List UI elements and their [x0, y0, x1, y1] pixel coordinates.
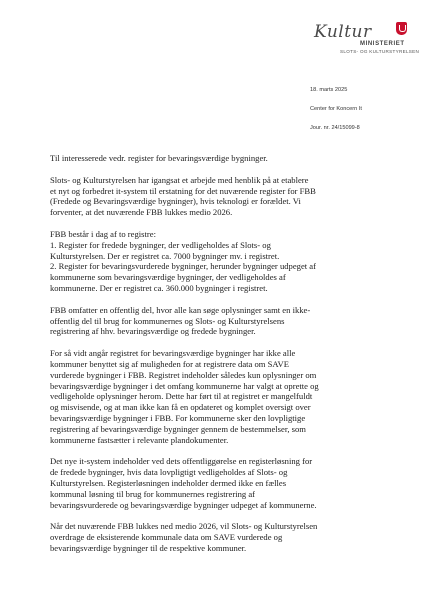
text-line: de fredede bygninger, hvis data lovpligtigt vedligeholdes af Slots- og [50, 467, 288, 478]
text-line: Slots- og Kulturstyrelsen har igangsat et arbejde med henblik på at etablere [50, 174, 309, 185]
text-line: kommunerne. Der er registret ca. 360.000 bygninger i registret. [50, 282, 268, 293]
text-line: overdrage de eksisterende kommunale data om SAVE vurderede og [50, 532, 283, 543]
paragraph-1 [50, 175, 370, 218]
text-line: FBB består i dag af to registre: [50, 228, 156, 239]
letter-date: 18. marts 2025 [310, 87, 348, 93]
logo-wordmark: Kultur [314, 22, 372, 42]
logo-agency-text: SLOTS- OG KULTURSTYRELSEN [340, 49, 420, 54]
logo-ministry-text: MINISTERIET [360, 41, 405, 47]
text-line: bevaringsværdige bygninger i FBB. For kommunerne sker den lovpligtige [50, 412, 306, 423]
text-line: 2. Register for bevaringsvurderede bygninger, herunder bygninger udpeget af [50, 261, 316, 272]
text-line: registrering af hhv. bevaringsværdige og fredede bygninger. [50, 326, 256, 337]
text-line: forventer, at det nuværende FBB lukkes medio 2026. [50, 207, 233, 218]
text-line: For så vidt angår registret for bevaringsværdige bygninger har ikke alle [50, 348, 296, 359]
text-line: bevaringsværdige bygninger til de respektive kommuner. [50, 542, 247, 553]
journal-number: Jour. nr. 24/15099-8 [310, 125, 360, 131]
text-line: Når det nuværende FBB lukkes ned medio 2026, vil Slots- og Kulturstyrelsen [50, 521, 318, 532]
paragraph-3 [50, 305, 370, 337]
text-line: 1. Register for fredede bygninger, der vedligeholdes af Slots- og [50, 239, 271, 250]
text-line: og misvisende, og at man ikke kan få en opdateret og komplet oversigt over [50, 402, 311, 413]
text-line: Det nye it-system indeholder ved dets offentliggørelse en registerløsning for [50, 456, 313, 467]
text-line: Kulturstyrelsen. Der er registret ca. 7000 bygninger mv. i registret. [50, 250, 280, 261]
crown-crest-icon [396, 22, 407, 35]
text-line: Til interesserede vedr. register for bevaringsværdige bygninger. [50, 153, 268, 163]
text-line: vedligeholde oplysninger herom. Dette har ført til at registret er mangelfuldt [50, 391, 313, 402]
text-line: kommunal løsning til brug for kommunernes registrering af [50, 488, 256, 499]
letter-meta [310, 86, 362, 143]
text-line: bevaringsvurderede og bevaringsværdige bygninger udpeget af kommunerne. [50, 499, 317, 510]
text-line: kommuner benyttet sig af muligheden for at registrere data om SAVE [50, 358, 289, 369]
text-line: FBB omfatter en offentlig del, hvor alle kan søge oplysninger samt en ikke- [50, 304, 311, 315]
paragraph-6 [50, 521, 370, 553]
ministry-logo [314, 22, 420, 56]
text-line: vurderede bygninger i FBB. Registret indeholder således kun oplysninger om [50, 369, 317, 380]
letter-body [50, 153, 370, 565]
paragraph-4 [50, 348, 370, 445]
text-line: kommunerne fastsætter i relevante plandokumenter. [50, 434, 229, 445]
letter-salutation [50, 153, 370, 164]
text-line: bevaringsværdige bygninger i det omfang kommunerne har valgt at oprette og [50, 380, 319, 391]
text-line: kommunerne som bevaringsværdige bygninger, der vedligeholdes af [50, 272, 286, 283]
text-line: et nyt og forbedret it-system til erstatning for det nuværende register for FBB [50, 185, 316, 196]
paragraph-2 [50, 229, 370, 294]
text-line: registrering af bevaringsværdige bygninger gennem de bestemmelser, som [50, 423, 306, 434]
letter-department: Center for Koncern It [310, 106, 362, 112]
text-line: offentlig del til brug for kommunernes og Slots- og Kulturstyrelsens [50, 315, 285, 326]
text-line: Kulturstyrelsen. Registerløsningen indeholder dermed ikke en fælles [50, 477, 287, 488]
text-line: (Fredede og Bevaringsværdige bygninger), hvis teknologi er forældet. Vi [50, 196, 301, 207]
paragraph-5 [50, 456, 370, 510]
